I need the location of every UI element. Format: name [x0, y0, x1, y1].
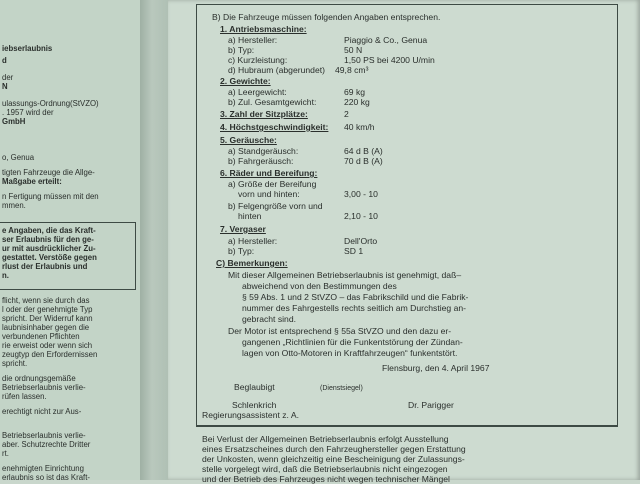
section-1-title: 1. Antriebsmaschine: [220, 24, 307, 34]
s1-value-0: Piaggio & Co., Genua [344, 35, 428, 45]
dienstsiegel-label: (Dienstsiegel) [320, 385, 363, 392]
left-page-line: Maßgabe erteilt: [2, 177, 62, 186]
footer-line-1: eines Ersatzscheines durch den Fahrzeughersteller gegen Erstattung [202, 444, 466, 454]
left-page-line: ser Erlaubnis für den ge- [2, 235, 94, 244]
s5-label-0: a) Standgeräusch: [228, 146, 299, 156]
left-page-line: enehmigten Einrichtung [2, 464, 84, 473]
s3-value: 2 [344, 109, 349, 119]
left-page-line: rt. [2, 449, 9, 458]
left-page-line: d [2, 56, 7, 65]
left-page-line: o, Genua [2, 153, 35, 162]
page-gutter [140, 0, 170, 480]
left-page-notice-box [0, 222, 136, 290]
left-page-line: n Fertigung müssen mit den [2, 192, 99, 201]
s5-value-1: 70 d B (A) [344, 156, 383, 166]
signatory-name-2: Dr. Parigger [408, 400, 454, 410]
left-page-line: erlaubnis so ist das Kraft- [2, 473, 90, 480]
section-6-title: 6. Räder und Bereifung: [220, 168, 318, 178]
footer-line-2: der Unkosten, wenn gleichzeitig eine Bescheinigung der Zulassungs- [202, 454, 465, 464]
remark-2-line-2: lagen von Otto-Motoren in Kraftfahrzeugen“ funkentstört. [242, 348, 458, 358]
section-c-title: C) Bemerkungen: [216, 258, 288, 268]
left-page-line: rlust der Erlaubnis und [2, 262, 88, 271]
s5-label-1: b) Fahrgeräusch: [228, 156, 294, 166]
left-page-line: iebserlaubnis [2, 44, 53, 53]
remark-1-line-1: abweichend von den Bestimmungen des [242, 281, 397, 291]
left-page-line: Betriebserlaubnis verlie- [2, 383, 86, 392]
remark-2-line-0: Der Motor ist entsprechend § 55a StVZO und den dazu er- [228, 326, 452, 336]
section-4-title: 4. Höchstgeschwindigkeit: [220, 122, 329, 132]
s6-a-value: 3,00 - 10 [344, 189, 378, 199]
left-page-line: l oder der genehmigte Typ [2, 305, 93, 314]
footer-line-3: stelle vorgelegt wird, daß die Betriebserlaubnis nicht eingezogen [202, 464, 448, 474]
left-page-line: Betriebserlaubnis verlie- [2, 431, 86, 440]
left-page-line: ur mit ausdrücklicher Zu- [2, 244, 96, 253]
remark-1-line-4: gebracht sind. [242, 314, 296, 324]
s4-value: 40 km/h [344, 122, 375, 132]
left-page-line: tigten Fahrzeuge die Allge- [2, 168, 95, 177]
left-page-line: der [2, 73, 14, 82]
s7-label-0: a) Hersteller: [228, 236, 278, 246]
left-page-line: . 1957 wird der [2, 108, 54, 117]
left-page [0, 0, 143, 480]
left-page-line: spricht. [2, 359, 28, 368]
left-page-line: flicht, wenn sie durch das [2, 296, 90, 305]
left-page-line: GmbH [2, 117, 26, 126]
signatory-name-1: Schlenkrich [232, 400, 277, 410]
s6-b-line2: hinten [238, 211, 262, 221]
place-date: Flensburg, den 4. April 1967 [382, 363, 490, 373]
s2-value-1: 220 kg [344, 97, 370, 107]
s1-label-3: d) Hubraum (abgerundet) [228, 65, 325, 75]
footer-divider [196, 426, 618, 427]
section-2-title: 2. Gewichte: [220, 76, 271, 86]
beglaubigt-label: Beglaubigt [234, 382, 275, 392]
s7-value-0: Dell'Orto [344, 236, 378, 246]
remark-1-line-3: nummer des Fahrgestells rechts seitlich am Durchstieg an- [242, 303, 466, 313]
footer-line-0: Bei Verlust der Allgemeinen Betriebserlaubnis erfolgt Ausstellung [202, 434, 449, 444]
s6-a-line1: a) Größe der Bereifung [228, 179, 317, 189]
footer-line-4: und der Betrieb des Fahrzeuges nicht wegen technischer Mängel [202, 474, 450, 484]
s1-label-1: b) Typ: [228, 45, 255, 55]
s1-label-0: a) Hersteller: [228, 35, 278, 45]
left-page-line: verbundenen Pflichten [2, 332, 80, 341]
left-page-line: mmen. [2, 201, 26, 210]
right-page [168, 0, 640, 484]
s1-value-2: 1,50 PS bei 4200 U/min [344, 55, 435, 65]
remark-1-line-0: Mit dieser Allgemeinen Betriebserlaubnis ist genehmigt, daß– [228, 270, 462, 280]
left-page-line: laubnisinhaber gegen die [2, 323, 90, 332]
left-page-line: spricht. Der Widerruf kann [2, 314, 93, 323]
s7-label-1: b) Typ: [228, 246, 255, 256]
left-page-line: die ordnungsgemäße [2, 374, 76, 383]
left-page-line: ulassungs-Ordnung(StVZO) [2, 99, 99, 108]
left-page-line: aber. Schutzrechte Dritter [2, 440, 91, 449]
s1-value-3: 49,8 cm³ [335, 65, 369, 75]
left-page-line: erechtigt nicht zur Aus- [2, 407, 82, 416]
left-page-line: N [2, 82, 8, 91]
s2-label-0: a) Leergewicht: [228, 87, 287, 97]
section-b-intro: B) Die Fahrzeuge müssen folgenden Angaben entsprechen. [212, 12, 441, 22]
s6-b-line1: b) Felgengröße vorn und [228, 201, 323, 211]
s5-value-0: 64 d B (A) [344, 146, 383, 156]
s6-a-line2: vorn und hinten: [238, 189, 300, 199]
remark-2-line-1: gangenen „Richtlinien für die Funkentstörung der Zündan- [242, 337, 463, 347]
left-page-line: gestattet. Verstöße gegen [2, 253, 97, 262]
left-page-line: n. [2, 271, 9, 280]
s1-label-2: c) Kurzleistung: [228, 55, 288, 65]
s6-b-value: 2,10 - 10 [344, 211, 378, 221]
s7-value-1: SD 1 [344, 246, 364, 256]
remark-1-line-2: § 59 Abs. 1 und 2 StVZO – das Fabrikschild und die Fabrik- [242, 292, 469, 302]
s2-value-0: 69 kg [344, 87, 366, 97]
s2-label-1: b) Zul. Gesamtgewicht: [228, 97, 317, 107]
signatory-role-1: Regierungsassistent z. A. [202, 410, 299, 420]
left-page-line: rie erweist oder wenn sich [2, 341, 93, 350]
section-3-title: 3. Zahl der Sitzplätze: [220, 109, 308, 119]
left-page-line: e Angaben, die das Kraft- [2, 226, 96, 235]
s1-value-1: 50 N [344, 45, 363, 55]
section-7-title: 7. Vergaser [220, 224, 266, 234]
section-5-title: 5. Geräusche: [220, 135, 277, 145]
left-page-line: rüfen lassen. [2, 392, 47, 401]
left-page-line: zeugtyp den Erfordernissen [2, 350, 98, 359]
